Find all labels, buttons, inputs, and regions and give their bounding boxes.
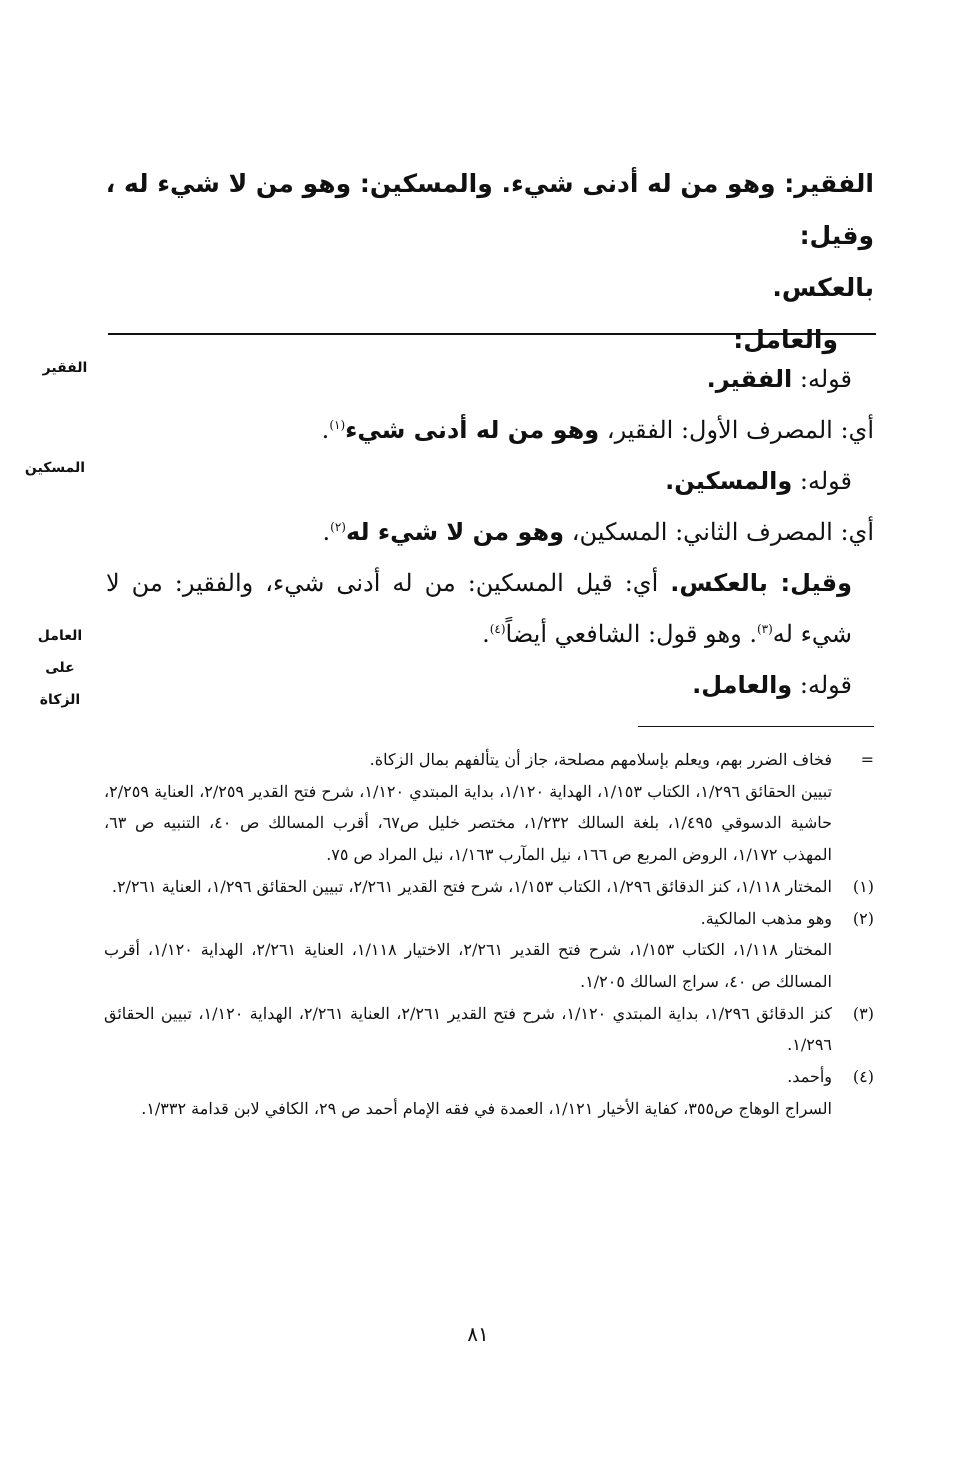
footnote <box>104 903 874 998</box>
footnote-line: المختار ١/١١٨، الكتاب ١/١٥٣، شرح فتح القدير ٢/٢٦١، الاختيار ١/١١٨، العناية ٢/٢٦١، الهداية ١/١٢٠، أقرب المسالك ص ٤٠، سراج السالك ١/٢٠٥. <box>104 940 833 991</box>
footnote-number: = <box>860 750 874 769</box>
commentary <box>106 354 874 711</box>
side-note-line: العامل <box>37 628 83 644</box>
matn-line: والعامل: <box>733 325 838 354</box>
footnote <box>104 744 874 871</box>
side-note-miskin: المسكين <box>24 460 86 476</box>
commentary-para <box>106 354 874 405</box>
quoted-term: وهو من له أدنى شيء <box>345 416 600 444</box>
footnote-line: المختار ١/١١٨، كنز الدقائق ١/٢٩٦، الكتاب ١/١٥٣، شرح فتح القدير ٢/٢٦١، تبيين الحقائق ١/٢٩٦، العناية ٢/٢٦١. <box>111 876 832 896</box>
footnote-divider <box>638 726 874 727</box>
footnote <box>104 871 874 903</box>
footnote-line: تبيين الحقائق ١/٢٩٦، الكتاب ١/١٥٣، الهداية ١/١٢٠، بداية المبتدي ١/١٢٠، شرح فتح القدير ٢/٢٥٩، العناية ٢/٢٥٩، حاشية الدسوقي ١/٤٩٥، بلغة السالك ١/٢٣٢، مختصر خليل ص٦٧، أقرب المسالك ص ٤٠، التنبيه ص ٦٣، المهذب ١/١٧٢، الروض المربع ص ١٦٦، نيل المآرب ١/١٦٣، نيل المراد ص ٧٥. <box>104 781 833 865</box>
commentary-text: . <box>321 416 330 444</box>
quoted-term: وهو من لا شيء له <box>345 518 565 546</box>
footnote-line: السراج الوهاج ص٣٥٥، كفاية الأخيار ١/١٢١، العمدة في فقه الإمام أحمد ص ٢٩، الكافي لابن قدامة ١/٣٣٢. <box>141 1098 832 1118</box>
commentary-text: أي: قيل المسكين: من له أدنى شيء، والفقير: من لا شيء له <box>106 569 852 648</box>
page-number: ٨١ <box>467 1322 489 1346</box>
side-note-amil <box>20 620 100 716</box>
commentary-text: أي: المصرف الأول: الفقير، <box>599 416 874 444</box>
commentary-text: قوله: <box>792 365 852 393</box>
footnote-number: (١) <box>852 876 874 896</box>
commentary-para <box>106 660 874 711</box>
footnote-number: (٣) <box>852 1003 874 1023</box>
matn-line: بالعكس. <box>772 273 874 302</box>
commentary-text: قوله: <box>792 467 852 495</box>
quoted-term: والعامل. <box>692 671 793 699</box>
footnote <box>104 998 874 1061</box>
commentary-text: . <box>482 620 490 648</box>
commentary-text: . <box>322 518 331 546</box>
footnote-ref[interactable]: (٣) <box>756 622 773 636</box>
commentary-text: . وهو قول: الشافعي أيضاً <box>505 620 757 648</box>
commentary-text: أي: المصرف الثاني: المسكين، <box>564 518 874 546</box>
footnote-ref[interactable]: (٤) <box>489 622 506 636</box>
commentary-para <box>106 405 874 456</box>
quoted-term: الفقير. <box>706 365 793 393</box>
side-note-faqir: الفقير <box>42 360 88 376</box>
matn-divider <box>108 333 876 335</box>
footnote-line: فخاف الضرر بهم، ويعلم بإسلامهم مصلحة، جاز أن يتألفهم بمال الزكاة. <box>369 750 832 769</box>
commentary-text: قوله: <box>792 671 852 699</box>
side-note-line: على <box>45 660 75 676</box>
footnote-line: وأحمد. <box>787 1067 832 1087</box>
footnotes <box>104 744 874 1124</box>
footnote-number: (٤) <box>852 1067 874 1087</box>
quoted-term: والمسكين. <box>665 467 793 495</box>
footnote <box>104 1061 874 1124</box>
matn-line: الفقير: وهو من له أدنى شيء. والمسكين: وهو من لا شيء له ، وقيل: <box>105 169 874 250</box>
footnote-line: وهو مذهب المالكية. <box>700 908 832 928</box>
commentary-para <box>106 507 874 558</box>
footnote-ref[interactable]: (١) <box>329 418 346 432</box>
commentary-para <box>106 558 874 660</box>
footnote-ref[interactable]: (٢) <box>330 520 346 534</box>
footnote-number: (٢) <box>852 908 874 928</box>
footnote-line: كنز الدقائق ١/٢٩٦، بداية المبتدي ١/١٢٠، شرح فتح القدير ٢/٢٦١، العناية ٢/٢٦١، الهداية ١/١٢٠، تبيين الحقائق ١/٢٩٦. <box>104 1003 832 1055</box>
side-note-line: الزكاة <box>39 692 81 708</box>
quoted-term: وقيل: بالعكس. <box>670 569 853 597</box>
commentary-para <box>106 456 874 507</box>
